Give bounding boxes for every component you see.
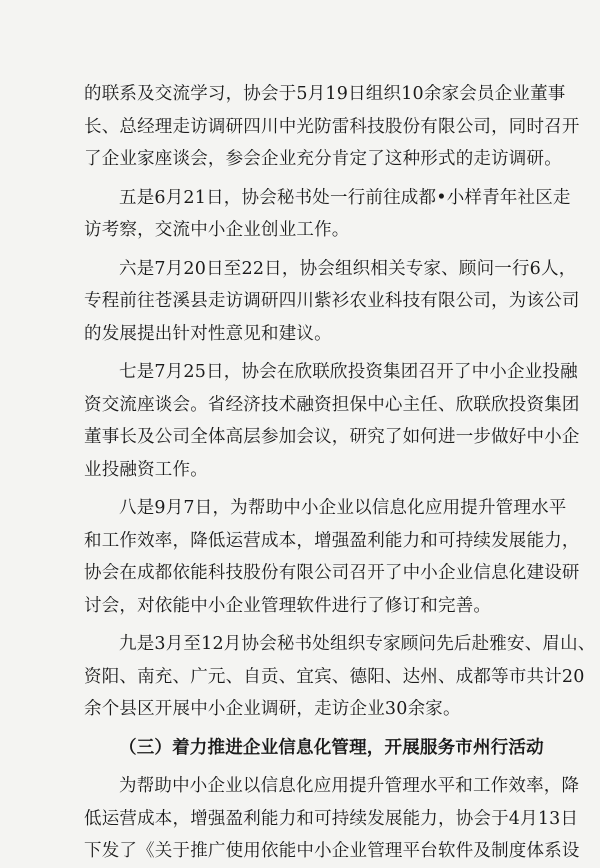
text-line: 协会在成都依能科技股份有限公司召开了中小企业信息化建设研	[84, 563, 580, 583]
text-line: 了企业家座谈会，参会企业充分肯定了这种形式的走访调研。	[84, 149, 562, 169]
paragraph-item-7	[84, 356, 580, 486]
paragraph-item-8	[84, 492, 580, 622]
text-line: 业投融资工作。	[84, 459, 208, 480]
text-line: 余个县区开展中小企业调研，走访企业30余家。	[84, 699, 461, 719]
text-line: 的发展提出针对性意见和建议。	[84, 323, 332, 344]
text-line: 下发了《关于推广使用依能中小企业管理平台软件及制度体系设	[84, 841, 580, 861]
text-line: 九是3月至12月协会秘书处组织专家顾问先后赴雅安、眉山、	[119, 634, 596, 654]
paragraph-section-body	[84, 770, 580, 868]
text-line: 六是7月20日至22日，协会组织相关专家、顾问一行6人，	[119, 258, 577, 279]
text-line: 七是7月25日，协会在欣联欣投资集团召开了中小企业投融	[119, 362, 578, 382]
paragraph-item-5	[84, 182, 571, 247]
heading-text: （三）着力推进企业信息化管理，开展服务市州行活动	[119, 737, 544, 758]
paragraph-item-9	[84, 628, 596, 726]
text-line: 董事长及公司全体高层参加会议，研究了如何进一步做好中小企	[84, 427, 580, 447]
section-heading	[84, 732, 544, 765]
text-line: 八是9月7日，为帮助中小企业以信息化应用提升管理水平	[119, 498, 567, 518]
text-line: 和工作效率，降低运营成本，增强盈利能力和可持续发展能力，	[84, 530, 580, 551]
text-line: 访考察，交流中小企业创业工作。	[84, 220, 350, 240]
text-line: 的联系及交流学习，协会于5月19日组织10余家会员企业董事	[84, 84, 566, 104]
text-line: 长、总经理走访调研四川中光防雷科技股份有限公司，同时召开	[84, 116, 580, 137]
paragraph-item-6	[84, 253, 580, 351]
text-line: 为帮助中小企业以信息化应用提升管理水平和工作效率，降	[119, 776, 580, 796]
text-line: 专程前往苍溪县走访调研四川紫衫农业科技有限公司，为该公司	[84, 291, 580, 311]
text-line: 低运营成本，增强盈利能力和可持续发展能力，协会于4月13日	[84, 808, 579, 829]
paragraph-continuation	[84, 78, 580, 176]
text-line: 资交流座谈会。省经济技术融资担保中心主任、欣联欣投资集团	[84, 394, 580, 415]
text-line: 讨会，对依能中小企业管理软件进行了修订和完善。	[84, 595, 492, 616]
text-line: 五是6月21日，协会秘书处一行前往成都•小样青年社区走	[119, 187, 571, 208]
text-line: 资阳、南充、广元、自贡、宜宾、德阳、达州、成都等市共计20	[84, 666, 585, 687]
